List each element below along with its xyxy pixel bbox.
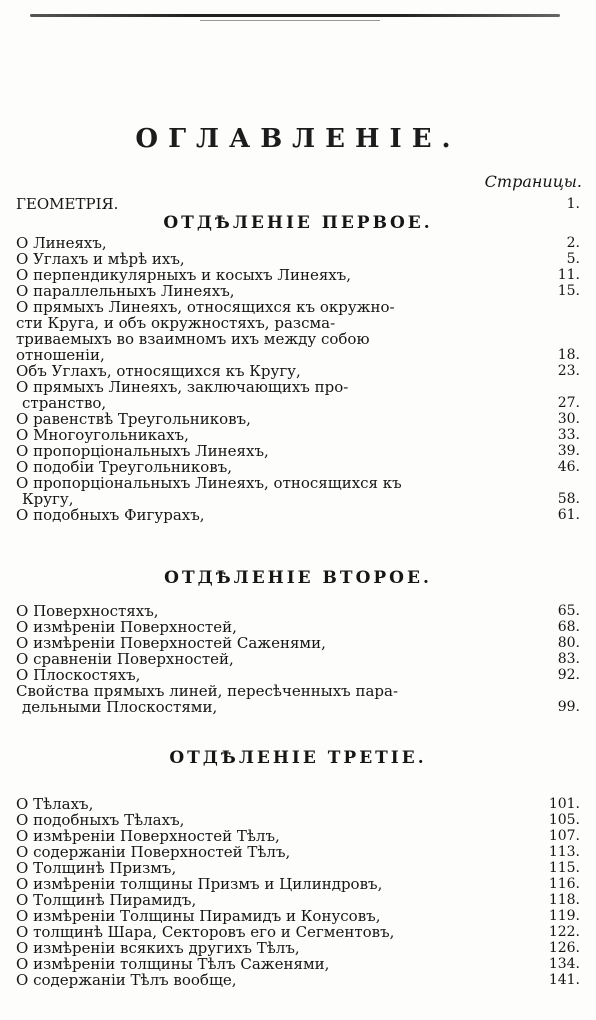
entry-page: 61. (557, 507, 580, 523)
entry-page: 39. (557, 443, 580, 459)
entry-text-continued: триваемыхъ во взаимномъ ихъ между собою (16, 330, 370, 348)
toc-entry (16, 267, 580, 283)
geometry-row (16, 196, 580, 212)
entry-text: Объ Углахъ, относящихся къ Кругу, (16, 363, 301, 379)
section-2-list (16, 603, 580, 715)
entry-text: О измѣреніи толщины Тѣлъ Саженями, (16, 956, 330, 972)
entry-page: 80. (557, 635, 580, 651)
toc-entry (16, 892, 580, 908)
entry-text: Свойства прямыхъ линей, пересѣченныхъ пара- (16, 682, 399, 700)
entry-page: 118. (548, 892, 580, 908)
toc-entry (16, 283, 580, 299)
section-1-list (16, 235, 580, 523)
toc-entry (16, 651, 580, 667)
entry-text: О измѣреніи Поверхностей Тѣлъ, (16, 828, 280, 844)
entry-text: О измѣреніи Поверхностей Саженями, (16, 635, 326, 651)
top-rule-shadow (200, 20, 380, 21)
entry-page: 58. (557, 491, 580, 507)
toc-entry (16, 860, 580, 876)
entry-text: О сравненіи Поверхностей, (16, 651, 234, 667)
toc-entry (16, 940, 580, 956)
toc-entry (16, 812, 580, 828)
entry-text: О подобіи Треугольниковъ, (16, 459, 233, 475)
toc-entry (16, 363, 580, 379)
entry-page: 46. (557, 459, 580, 475)
entry-page: 18. (557, 347, 580, 363)
entry-text: О измѣреніи Толщины Пирамидъ и Конусовъ, (16, 908, 381, 924)
entry-text: О толщинѣ Шара, Секторовъ его и Сегментовъ, (16, 924, 395, 940)
top-rule (30, 14, 560, 17)
entry-page: 113. (548, 844, 580, 860)
entry-text-continued: дельными Плоскостями, (22, 699, 218, 715)
entry-text: О измѣреніи толщины Призмъ и Цилиндровъ, (16, 876, 383, 892)
toc-entry (16, 619, 580, 635)
entry-text: О измѣреніи Поверхностей, (16, 619, 237, 635)
entry-page: 15. (557, 283, 580, 299)
entry-text: О измѣреніи всякихъ другихъ Тѣлъ, (16, 940, 300, 956)
entry-text: О Многоугольникахъ, (16, 427, 189, 443)
toc-entry (16, 796, 580, 812)
entry-page: 101. (548, 796, 580, 812)
section-3-heading: ОТДѢЛЕНІЕ ТРЕТІЕ. (169, 748, 427, 768)
entry-page: 23. (557, 363, 580, 379)
page-title: ОГЛАВЛЕНІЕ. (135, 124, 461, 154)
geometry-row-container (16, 196, 580, 212)
entry-page: 115. (548, 860, 580, 876)
entry-text: О прямыхъ Линеяхъ, относящихся къ окружно- (16, 298, 395, 316)
entry-page: 92. (557, 667, 580, 683)
entry-page: 116. (548, 876, 580, 892)
entry-page: 2. (566, 235, 580, 251)
entry-text: О прямыхъ Линеяхъ, заключающихъ про- (16, 378, 349, 396)
entry-text-continued: странство, (22, 395, 107, 411)
toc-entry (16, 427, 580, 443)
entry-page: 107. (548, 828, 580, 844)
toc-entry (16, 844, 580, 860)
entry-page: 141. (548, 972, 580, 988)
toc-entry (16, 459, 580, 475)
entry-page: 105. (548, 812, 580, 828)
entry-text: О Плоскостяхъ, (16, 667, 141, 683)
entry-page: 119. (548, 908, 580, 924)
entry-text: О Тѣлахъ, (16, 796, 94, 812)
entry-text: О содержаніи Поверхностей Тѣлъ, (16, 844, 291, 860)
section-3-list (16, 796, 580, 988)
toc-entry (16, 924, 580, 940)
entry-text: О Углахъ и мѣрѣ ихъ, (16, 251, 185, 267)
entry-page: 126. (548, 940, 580, 956)
toc-entry (16, 235, 580, 251)
toc-entry (16, 491, 580, 507)
entry-page: 30. (557, 411, 580, 427)
entry-text-continued: сти Круга, и объ окружностяхъ, разсма- (16, 314, 336, 332)
entry-text: О параллельныхъ Линеяхъ, (16, 283, 235, 299)
toc-entry (16, 956, 580, 972)
entry-text-continued: Кругу, (22, 491, 74, 507)
entry-text: О подобныхъ Тѣлахъ, (16, 812, 185, 828)
entry-page: 68. (557, 619, 580, 635)
entry-page: 5. (566, 251, 580, 267)
entry-page: 99. (557, 699, 580, 715)
toc-entry (16, 876, 580, 892)
entry-page: 122. (548, 924, 580, 940)
entry-page: 134. (548, 956, 580, 972)
section-2-heading: ОТДѢЛЕНІЕ ВТОРОЕ. (164, 568, 432, 588)
toc-entry (16, 603, 580, 619)
toc-entry (16, 828, 580, 844)
toc-entry (16, 667, 580, 683)
entry-text: О Поверхностяхъ, (16, 603, 159, 619)
toc-entry (16, 699, 580, 715)
entry-page: 11. (557, 267, 580, 283)
entry-text-continued: отношеніи, (16, 347, 105, 363)
toc-entry (16, 635, 580, 651)
entry-page: 33. (557, 427, 580, 443)
entry-text: О равенствѣ Треугольниковъ, (16, 411, 251, 427)
toc-entry (16, 251, 580, 267)
toc-entry (16, 411, 580, 427)
pages-column-header: Страницы. (484, 172, 582, 191)
entry-text: О Линеяхъ, (16, 235, 107, 251)
section-1-heading: ОТДѢЛЕНІЕ ПЕРВОЕ. (163, 213, 433, 233)
toc-entry (16, 507, 580, 523)
entry-text: О пропорціональныхъ Линеяхъ, (16, 443, 269, 459)
entry-page: 65. (557, 603, 580, 619)
entry-text: О Толщинѣ Пирамидъ, (16, 892, 197, 908)
entry-page: 83. (557, 651, 580, 667)
geometry-page: 1. (566, 196, 580, 212)
toc-entry (16, 395, 580, 411)
toc-entry (16, 908, 580, 924)
entry-text: О Толщинѣ Призмъ, (16, 860, 177, 876)
toc-entry (16, 443, 580, 459)
entry-text: О перпендикулярныхъ и косыхъ Линеяхъ, (16, 267, 352, 283)
entry-text: О пропорціональныхъ Линеяхъ, относящихся къ (16, 474, 402, 492)
toc-entry (16, 347, 580, 363)
entry-page: 27. (557, 395, 580, 411)
entry-text: О подобныхъ Фигурахъ, (16, 507, 205, 523)
toc-entry (16, 972, 580, 988)
geometry-title: ГЕОМЕТРІЯ. (16, 196, 119, 212)
entry-text: О содержаніи Тѣлъ вообще, (16, 972, 237, 988)
